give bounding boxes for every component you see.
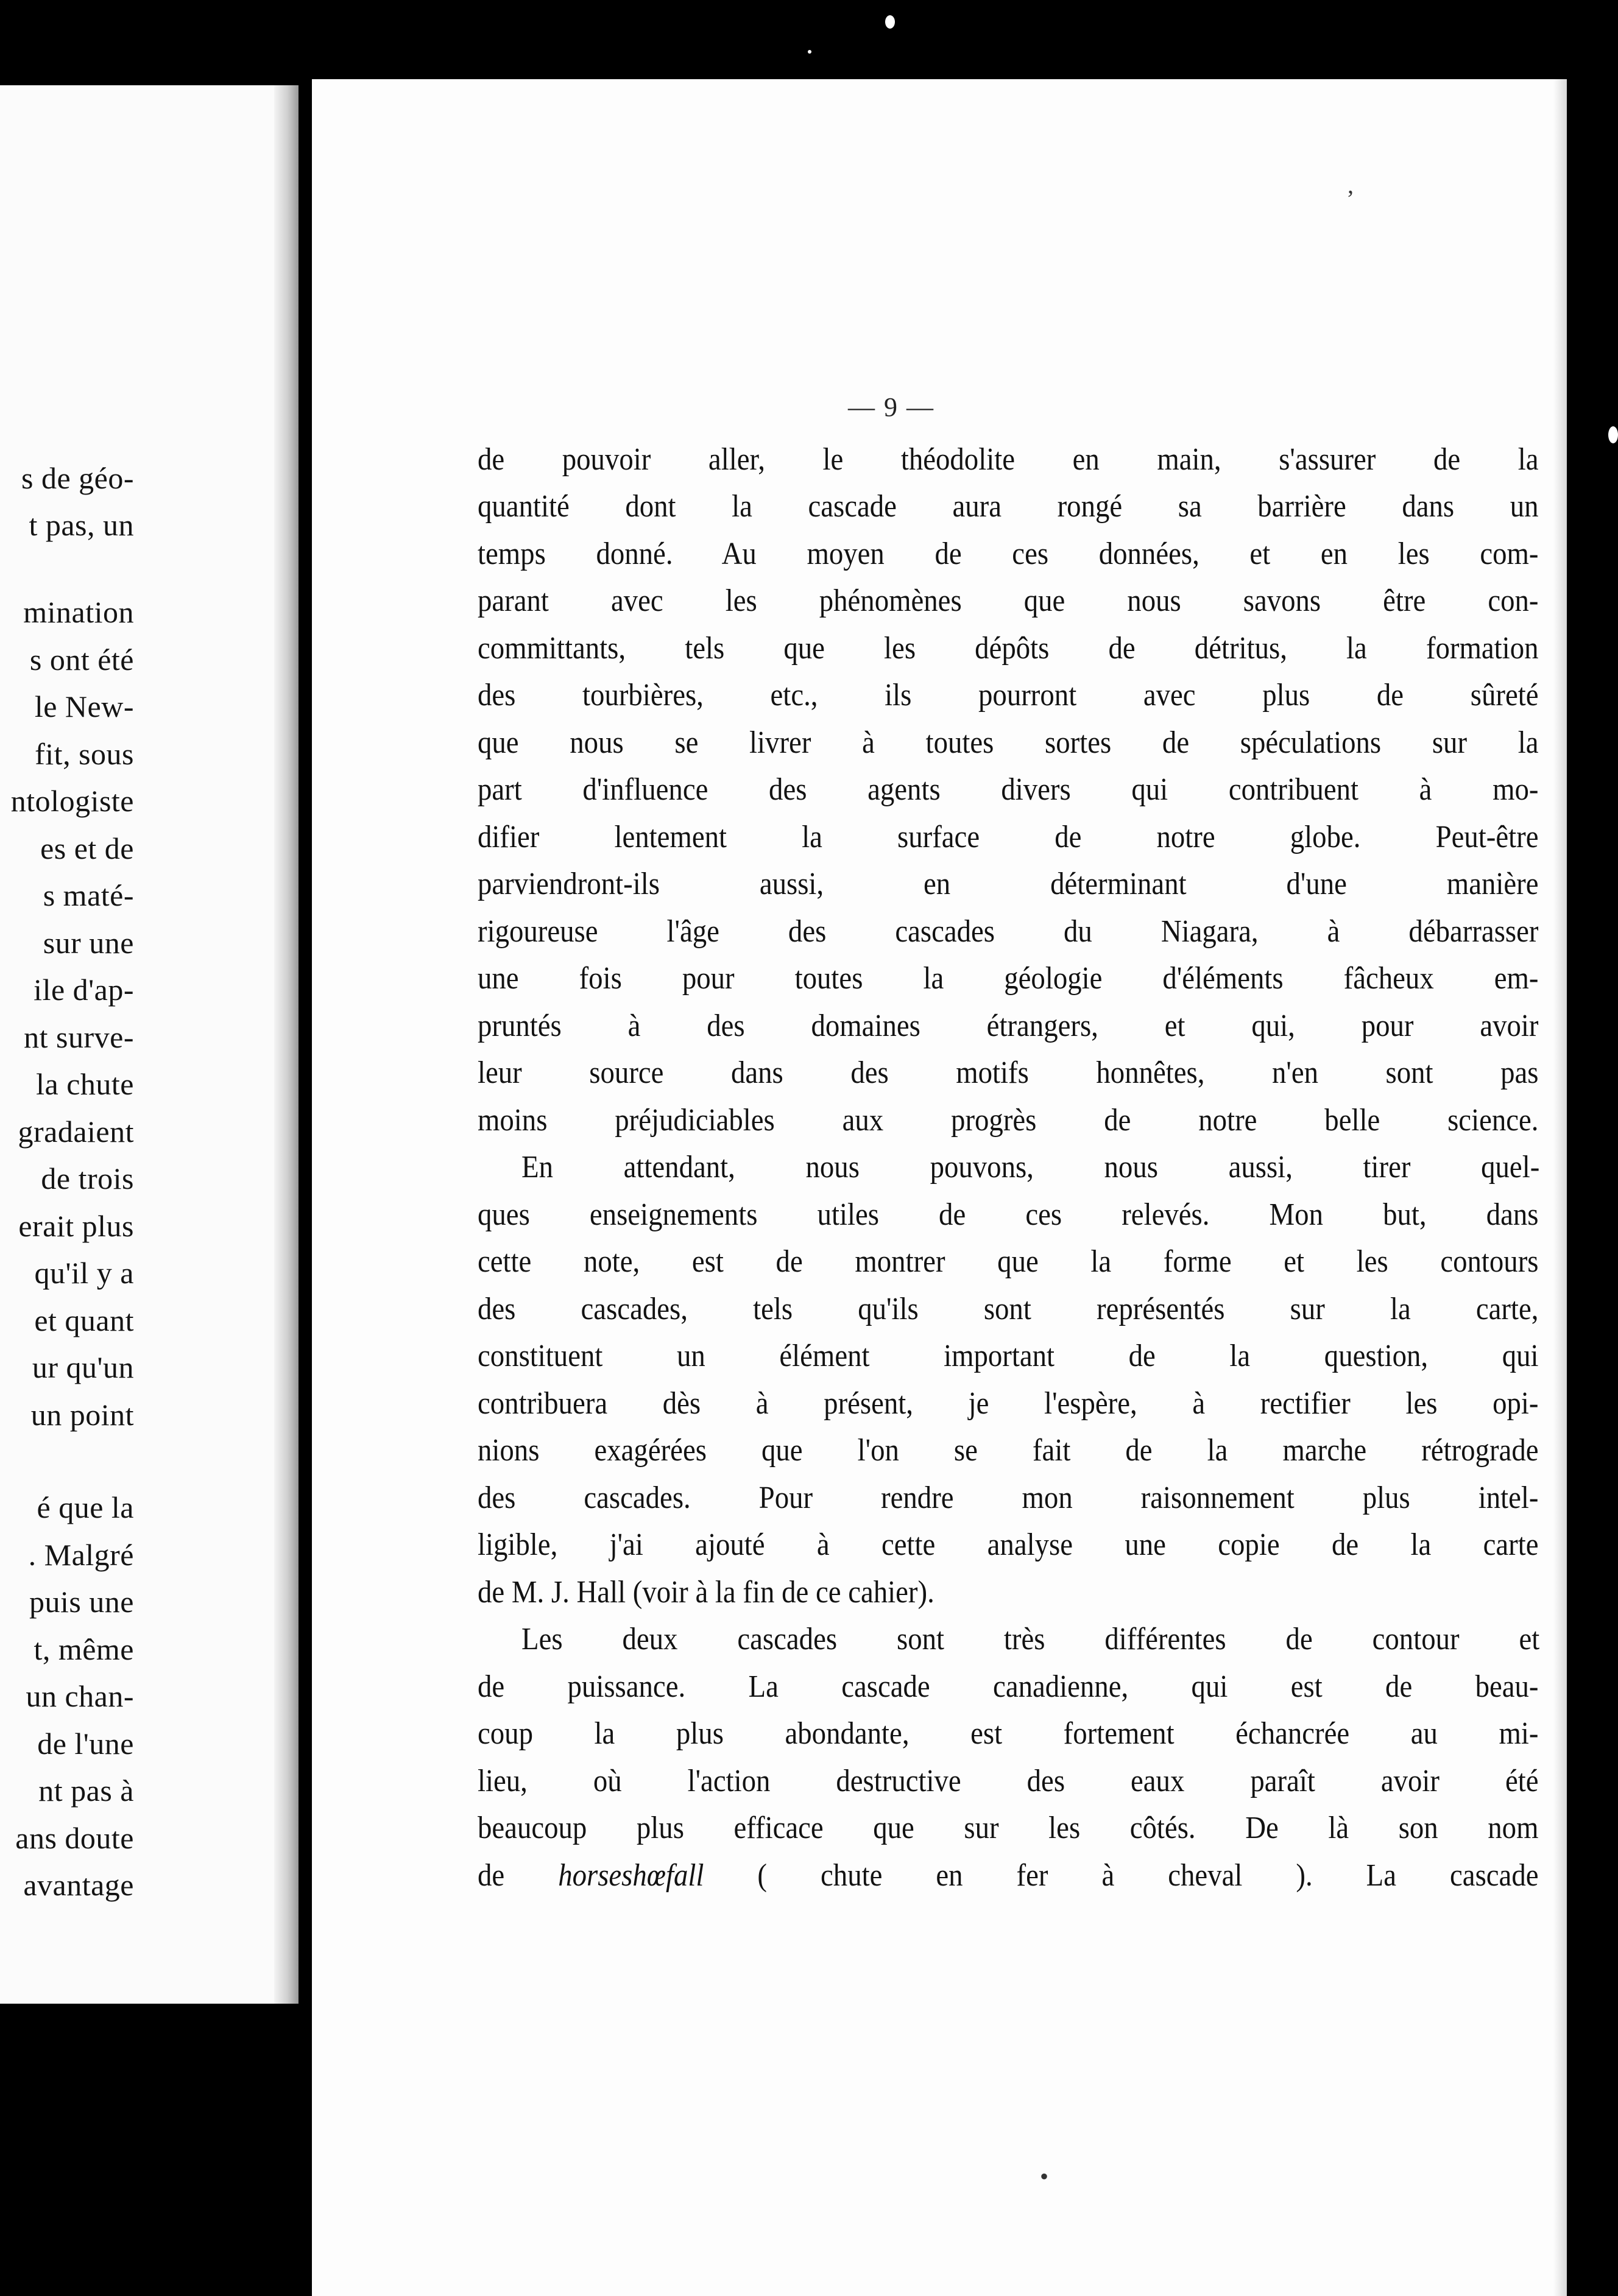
text-line: parviendront-ils aussi, en déterminant d'une manière	[478, 867, 1539, 901]
fragment-line: avantage	[23, 1868, 134, 1902]
scan-speck	[1608, 426, 1618, 443]
page-edge-shadow	[1553, 79, 1567, 2296]
text-line: lieu, où l'action destructive des eaux paraît avoir été	[478, 1764, 1539, 1798]
page-gutter-shadow	[274, 85, 299, 2004]
text-line: parant avec les phénomènes que nous savons être con-	[478, 583, 1539, 618]
fragment-line: fit, sous	[35, 737, 134, 771]
fragment-line: et quant	[34, 1303, 134, 1337]
fragment-line: le New-	[34, 689, 134, 724]
text-line: des tourbières, etc., ils pourront avec plus de sûreté	[478, 678, 1539, 713]
fragment-line: s ont été	[29, 643, 134, 677]
fragment-line: puis une	[29, 1585, 134, 1619]
fragment-line: t, même	[34, 1632, 134, 1666]
fragment-line: de l'une	[37, 1727, 134, 1761]
text-line: rigoureuse l'âge des cascades du Niagara, à débarrasser	[478, 914, 1539, 949]
text-line: difier lentement la surface de notre globe. Peut-être	[478, 820, 1539, 854]
italic-term: horseshœfall	[558, 1858, 704, 1893]
fragment-line: ile d'ap-	[34, 973, 134, 1007]
fragment-line: ntologiste	[10, 784, 134, 818]
current-page	[312, 79, 1567, 2296]
fragment-line: un point	[30, 1398, 134, 1432]
text-line: quantité dont la cascade aura rongé sa barrière dans un	[478, 489, 1539, 524]
text-line: cette note, est de montrer que la forme et les contours	[478, 1244, 1539, 1279]
text-line: coup la plus abondante, est fortement échancrée au mi-	[478, 1716, 1539, 1751]
text-line-last	[478, 1858, 1539, 1894]
fragment-line: erait plus	[18, 1209, 134, 1243]
page-number: — 9 —	[848, 392, 934, 422]
text-line: de M. J. Hall (voir à la fin de ce cahier).	[478, 1575, 934, 1610]
fragment-line: un chan-	[26, 1679, 134, 1713]
text-line: que nous se livrer à toutes sortes de spéculations sur la	[478, 725, 1539, 760]
fragment-line: sur une	[43, 926, 134, 960]
fragment-line: de trois	[41, 1161, 134, 1196]
fragment-line: es et de	[40, 831, 134, 865]
text-line: des cascades, tels qu'ils sont représentés sur la carte,	[478, 1292, 1539, 1326]
text-span: de	[478, 1858, 559, 1893]
fragment-line: la chute	[36, 1067, 134, 1101]
scan-speck	[885, 15, 895, 29]
fragment-line: mination	[23, 595, 134, 629]
text-line: temps donné. Au moyen de ces données, et en les com-	[478, 537, 1539, 571]
text-line: moins préjudiciables aux progrès de notre belle science.	[478, 1103, 1539, 1138]
text-line: une fois pour toutes la géologie d'éléments fâcheux em-	[478, 961, 1539, 996]
text-span: ( chute en fer à cheval ). La cascade	[704, 1858, 1539, 1893]
text-line: Les deux cascades sont très différentes de contour et	[521, 1622, 1540, 1657]
text-line: des cascades. Pour rendre mon raisonnement plus intel-	[478, 1481, 1539, 1515]
text-line: de puissance. La cascade canadienne, qui est de beau-	[478, 1669, 1539, 1704]
fragment-line: t pas, un	[29, 508, 134, 542]
fragment-line: s maté-	[43, 878, 134, 912]
text-line: pruntés à des domaines étrangers, et qui, pour avoir	[478, 1009, 1539, 1043]
text-line: committants, tels que les dépôts de détritus, la formation	[478, 631, 1539, 666]
scan-mark: •	[1040, 2163, 1049, 2190]
text-line: de pouvoir aller, le théodolite en main, s'assurer de la	[478, 442, 1539, 477]
text-line: En attendant, nous pouvons, nous aussi, tirer quel-	[521, 1150, 1540, 1185]
fragment-line: ans doute	[15, 1821, 134, 1855]
text-line: ques enseignements utiles de ces relevés. Mon but, dans	[478, 1197, 1539, 1232]
fragment-line: é que la	[37, 1490, 134, 1524]
text-line: beaucoup plus efficace que sur les côtés. De là son nom	[478, 1811, 1539, 1845]
fragment-line: nt pas à	[38, 1773, 134, 1808]
scan-mark: ,	[1348, 171, 1354, 199]
fragment-line: gradaient	[18, 1115, 134, 1149]
text-line: leur source dans des motifs honnêtes, n'en sont pas	[478, 1055, 1539, 1090]
fragment-line: nt surve-	[24, 1020, 134, 1054]
previous-page	[0, 85, 299, 2004]
fragment-line: ur qu'un	[32, 1350, 134, 1384]
scan-speck	[808, 50, 811, 54]
fragment-line: s de géo-	[21, 461, 134, 495]
fragment-line: qu'il y a	[34, 1256, 134, 1290]
text-line: ligible, j'ai ajouté à cette analyse une copie de la carte	[478, 1527, 1539, 1562]
text-line: part d'influence des agents divers qui contribuent à mo-	[478, 772, 1539, 807]
text-line: nions exagérées que l'on se fait de la marche rétrograde	[478, 1433, 1539, 1468]
fragment-line: . Malgré	[28, 1538, 134, 1572]
text-line: contribuera dès à présent, je l'espère, à rectifier les opi-	[478, 1386, 1539, 1421]
text-line: constituent un élément important de la question, qui	[478, 1339, 1539, 1373]
